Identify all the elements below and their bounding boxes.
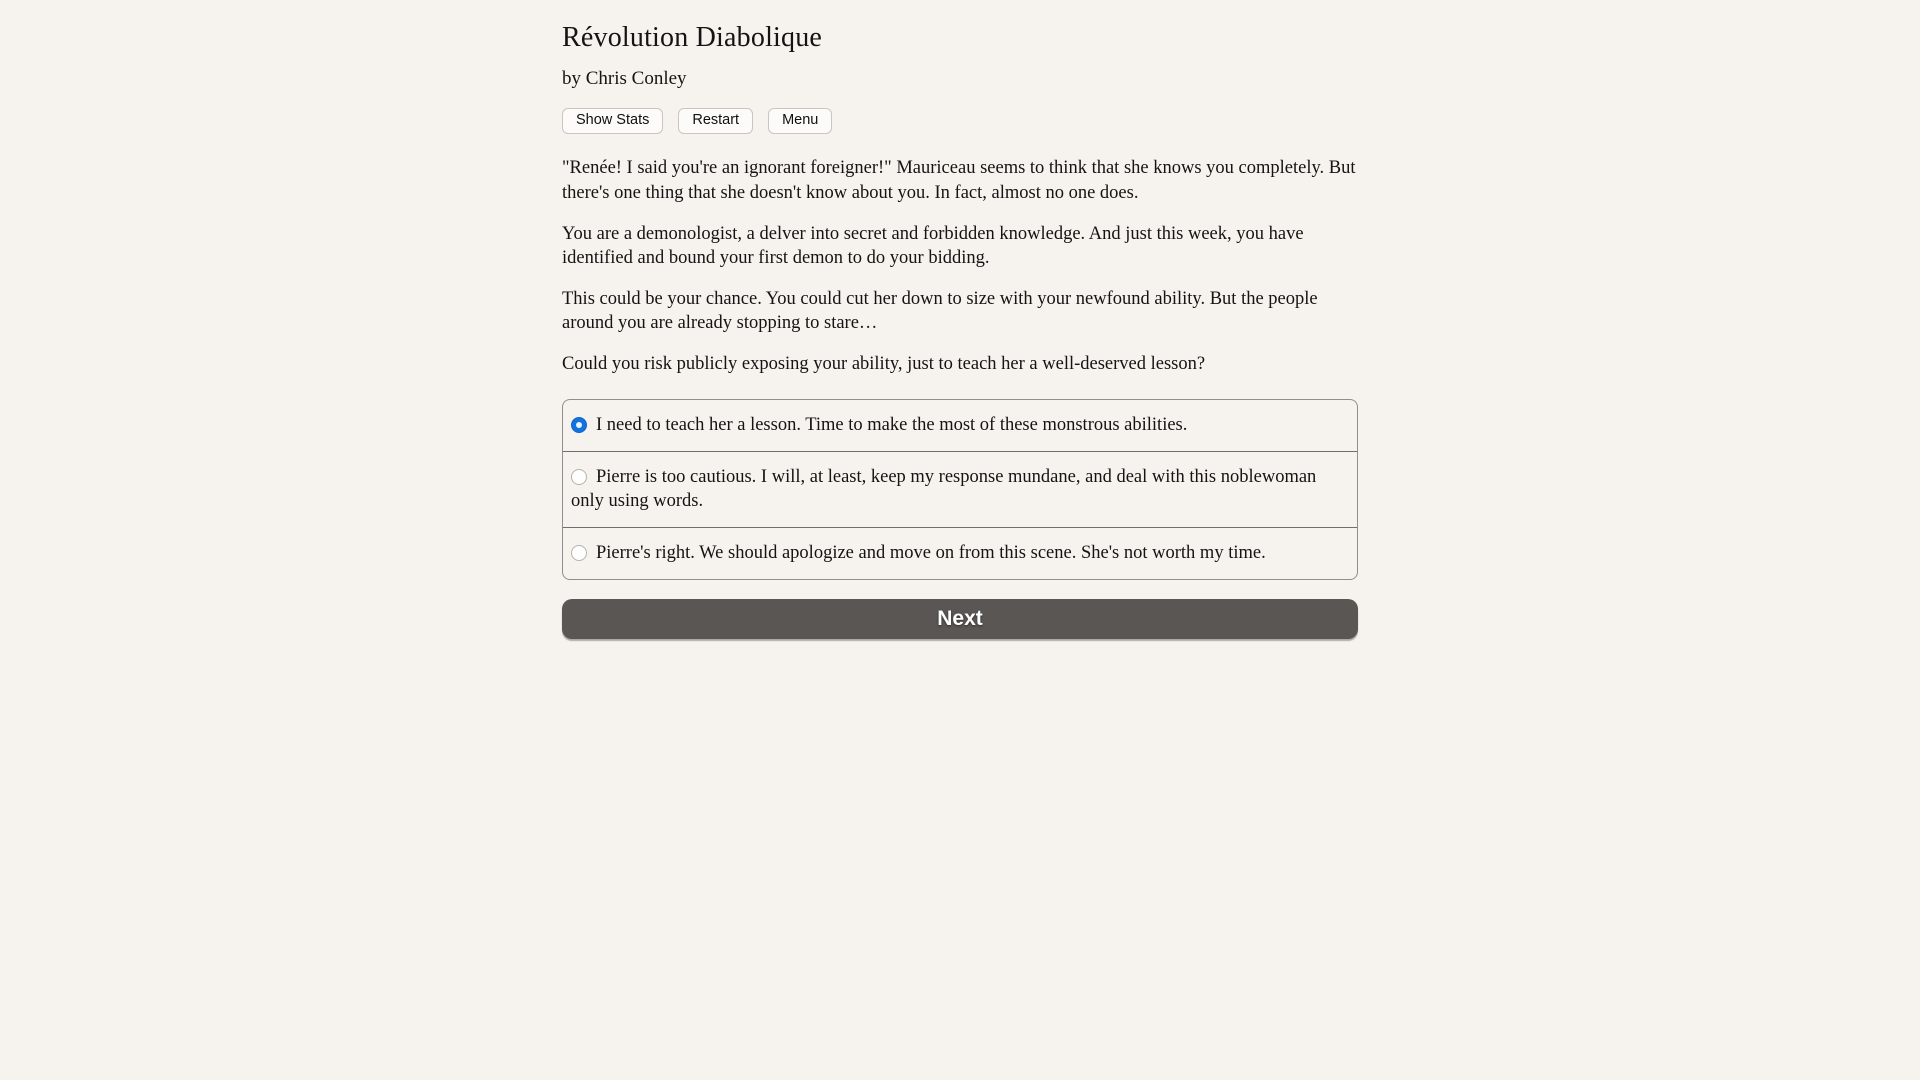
restart-button[interactable]: Restart	[678, 108, 753, 134]
choice-option-label: Pierre's right. We should apologize and move on from this scene. She's not worth my time.	[596, 543, 1266, 564]
story-paragraph: You are a demonologist, a delver into secret and forbidden knowledge. And just this week, you have identified and bound your first demon to do your bidding.	[562, 223, 1304, 269]
story-paragraph: Could you risk publicly exposing your ability, just to teach her a well-deserved lesson?	[562, 353, 1206, 374]
next-button[interactable]: Next	[562, 599, 1358, 639]
choice-group	[562, 399, 1358, 581]
radio-button-icon[interactable]	[571, 469, 587, 485]
choice-option-2[interactable]	[563, 451, 1357, 528]
game-container	[562, 0, 1358, 639]
toolbar	[562, 108, 1358, 134]
choice-option-label: I need to teach her a lesson. Time to make the most of these monstrous abilities.	[596, 414, 1188, 435]
radio-button-icon[interactable]	[571, 417, 587, 433]
story-paragraph: This could be your chance. You could cut her down to size with your newfound ability. But the people around you are already stopping to stare…	[562, 288, 1318, 334]
page-title: Révolution Diabolique	[562, 22, 823, 53]
radio-button-icon[interactable]	[571, 545, 587, 561]
menu-button[interactable]: Menu	[768, 108, 832, 134]
choice-option-label: Pierre is too cautious. I will, at least, keep my response mundane, and deal with this noblewoman only using words.	[571, 466, 1317, 512]
story-text	[562, 156, 1358, 376]
choice-option-1[interactable]	[563, 400, 1357, 451]
show-stats-button[interactable]: Show Stats	[562, 108, 663, 134]
choice-option-3[interactable]	[563, 527, 1357, 579]
author-byline: by Chris Conley	[562, 68, 687, 89]
story-paragraph: "Renée! I said you're an ignorant foreigner!" Mauriceau seems to think that she knows you completely. But there's one thing that she doesn't know about you. In fact, almost no one does.	[562, 158, 1356, 203]
